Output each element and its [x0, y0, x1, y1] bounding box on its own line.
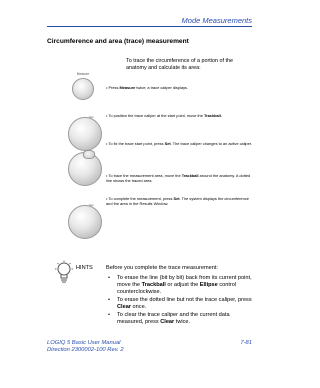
bullet-marker: •: [106, 85, 109, 90]
emphasized-term: Set: [173, 196, 180, 201]
bullet-marker: •: [108, 312, 110, 318]
trackball-illustration-3: [68, 205, 102, 239]
text-run: or adjust the: [165, 282, 200, 289]
header-rule: [47, 26, 252, 27]
bullet-marker: •: [106, 141, 109, 146]
emphasized-term: Clear: [160, 319, 175, 326]
step-item: [106, 141, 256, 146]
footer-left: [47, 340, 124, 355]
footer-page-number: 7-81: [240, 340, 252, 346]
text-run: . The system displays the circumference and the area in the Results Window.: [106, 196, 249, 206]
text-run: control counterclockwise.: [117, 282, 237, 296]
text-run: . The trace caliper changes to an active caliper.: [170, 141, 252, 146]
hints-intro: Before you complete the trace measurement:: [106, 265, 218, 271]
section-title: Circumference and area (trace) measurement: [47, 38, 189, 45]
text-run: To position the trace caliper at the start point, move the: [108, 113, 204, 118]
bullet-marker: •: [108, 297, 110, 303]
text-run: once.: [131, 304, 147, 311]
step-item: [106, 85, 256, 90]
emphasized-term: Trackball: [181, 173, 199, 178]
trackball-illustration-1: [68, 117, 102, 151]
text-run: Press: [108, 85, 120, 90]
hints-label: HINTS: [76, 265, 93, 271]
text-run: To fix the trace start point, press: [108, 141, 165, 146]
set-key-label-1: Set: [89, 115, 94, 119]
text-run: .: [220, 113, 222, 118]
text-run: around the anatomy. A dotted line shows the traced area.: [106, 173, 251, 183]
bullet-marker: •: [106, 113, 109, 118]
bullet-marker: •: [106, 173, 109, 178]
hint-text: [108, 275, 256, 297]
measure-key-label: Measure: [76, 72, 90, 76]
section-intro: To trace the circumference of a portion of the anatomy and calculate its area:: [126, 58, 233, 71]
hint-text: [108, 312, 256, 326]
emphasized-term: Clear: [117, 304, 131, 311]
set-key-2: [83, 150, 95, 159]
bullet-marker: •: [106, 196, 109, 201]
running-header: Mode Measurements: [181, 16, 252, 25]
footer-direction: Direction 2300002-100 Rev. 2: [47, 347, 124, 354]
text-run: twice; a trace caliper displays.: [135, 85, 189, 90]
hints-lightbulb-icon: [53, 260, 75, 284]
emphasized-term: Set: [164, 141, 171, 146]
bullet-marker: •: [108, 275, 110, 281]
step-item: [106, 173, 256, 183]
emphasized-term: Trackball: [141, 282, 166, 289]
set-key-label-2: Set: [89, 203, 94, 207]
footer-manual-title: LOGIQ 5 Basic User Manual: [47, 340, 121, 346]
measure-key: [72, 78, 94, 100]
step-item: [106, 113, 256, 118]
text-run: To clear the trace caliper and the current data measured, press: [117, 312, 230, 326]
text-run: To erase the line (bit by bit) back from its current point, move the: [117, 275, 252, 289]
step-item: [106, 196, 256, 206]
hint-item: [108, 275, 256, 297]
emphasized-term: Ellipse: [199, 282, 218, 289]
hint-item: [108, 312, 256, 326]
text-run: To complete the measurement, press: [108, 196, 174, 201]
hint-item: [108, 297, 256, 311]
hint-text: [108, 297, 256, 311]
text-run: twice.: [174, 319, 191, 326]
text-run: To erase the dotted line but not the trace caliper, press: [117, 297, 252, 303]
emphasized-term: Measure: [119, 85, 136, 90]
text-run: To trace the measurement area, move the: [108, 173, 182, 178]
emphasized-term: Trackball: [203, 113, 221, 118]
